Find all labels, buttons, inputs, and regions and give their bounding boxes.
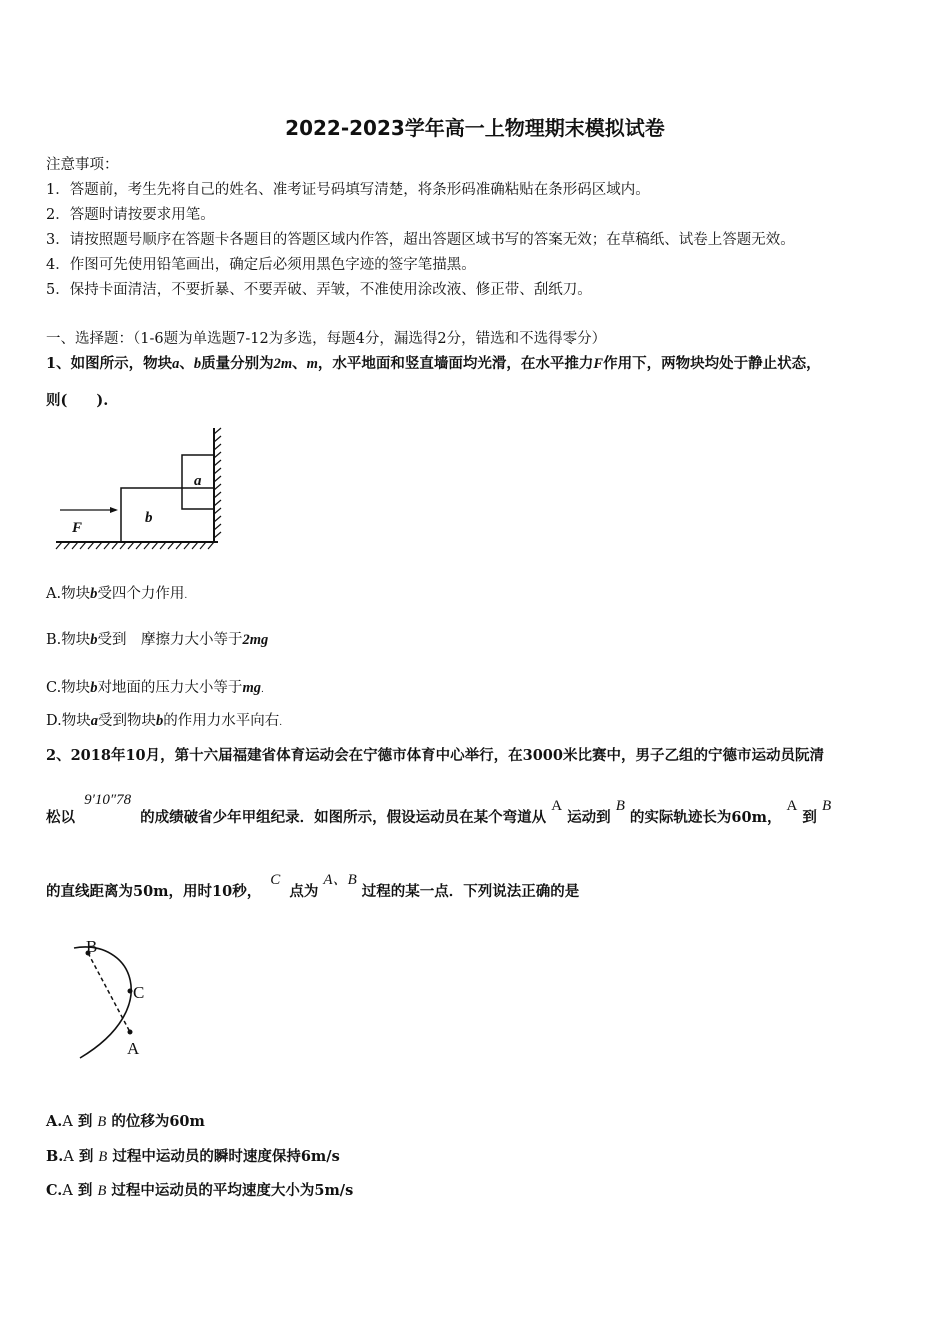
notes-heading: 注意事项：	[46, 157, 119, 173]
q1-stem-line1: 1、如图所示，物块a、b质量分别为2m、m，水平地面和竖直墙面均光滑，在水平推力F作用下，两物块均处于静止状态，	[46, 355, 821, 372]
q1-option-d: D.物块a受到物块b的作用力水平向右.	[46, 713, 283, 729]
q1-stem-line2: 则( ).	[46, 392, 109, 409]
note-item: 4．作图可先使用铅笔画出，确定后必须用黑色字迹的签字笔描黑。	[46, 257, 476, 273]
wall-hatch	[214, 428, 221, 538]
track-arc	[74, 947, 131, 1058]
point-C	[128, 989, 133, 994]
label-a: a	[194, 473, 202, 489]
label-A: A	[127, 1039, 140, 1058]
q2-option-b: B.A 到 B 过程中运动员的瞬时速度保持6m/s	[46, 1148, 340, 1165]
note-item: 3．请按照题号顺序在答题卡各题目的答题区域内作答，超出答题区域书写的答案无效；在草稿纸、试卷上答题无效。	[46, 232, 795, 248]
ground-hatch	[56, 542, 214, 549]
q2-stem-line3: 的直线距离为50m，用时10秒， C 点为 A、B 过程的某一点．下列说法正确的是	[46, 872, 580, 900]
q2-option-a: A.A 到 B 的位移为60m	[46, 1113, 205, 1130]
q2-option-c: C.A 到 B 过程中运动员的平均速度大小为5m/s	[46, 1182, 354, 1199]
q1-option-b: B.物块b受到 摩擦力大小等于2mg	[46, 632, 269, 648]
label-C: C	[133, 983, 145, 1002]
q2-stem-line1: 2、2018年10月，第十六届福建省体育运动会在宁德市体育中心举行，在3000米比赛中，男子乙组的宁德市运动员阮清	[46, 747, 824, 764]
label-B: B	[86, 937, 98, 956]
note-item: 5．保持卡面清洁，不要折暴、不要弄破、弄皱，不准使用涂改液、修正带、刮纸刀。	[46, 282, 592, 298]
page-title: 2022-2023学年高一上物理期末模拟试卷	[285, 116, 665, 140]
section-heading: 一、选择题：（1-6题为单选题7-12为多选，每题4分，漏选得2分，错选和不选得零分）	[46, 331, 607, 347]
note-item: 2．答题时请按要求用笔。	[46, 207, 215, 223]
label-F: F	[72, 520, 83, 536]
q1-figure	[52, 424, 242, 564]
point-A	[128, 1030, 133, 1035]
q1-option-c: C.物块b对地面的压力大小等于mg.	[46, 680, 264, 696]
q1-option-a: A.物块b受四个力作用.	[46, 586, 188, 602]
force-arrowhead	[110, 507, 118, 513]
note-item: 1．答题前，考生先将自己的姓名、准考证号码填写清楚，将条形码准确粘贴在条形码区域内。	[46, 182, 650, 198]
block-b	[121, 488, 214, 542]
label-b: b	[145, 510, 153, 526]
q2-figure	[52, 928, 172, 1063]
q2-stem-line2: 松以 9′10″78 的成绩破省少年甲组纪录．如图所示，假设运动员在某个弯道从 A 运动到 B 的实际轨迹长为60m， A 到 B	[46, 792, 832, 826]
